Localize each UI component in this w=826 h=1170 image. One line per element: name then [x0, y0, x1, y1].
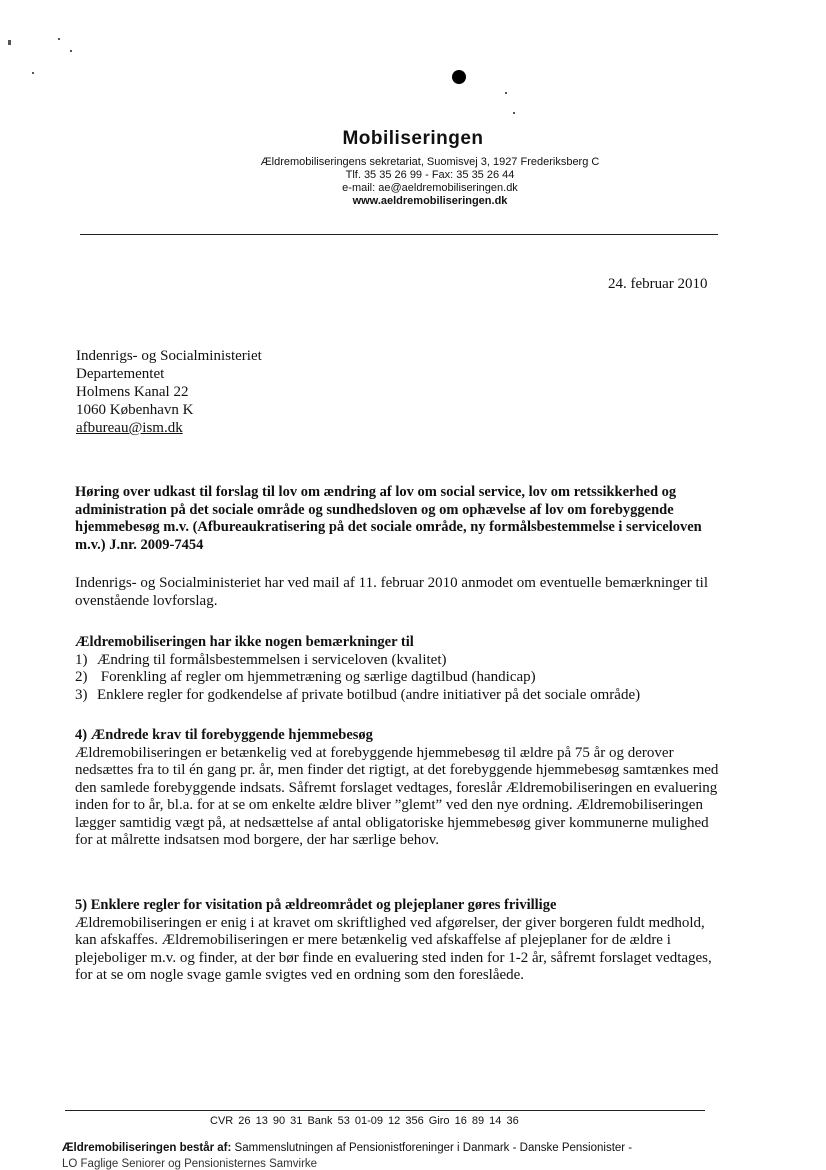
- footer-rule: [65, 1110, 705, 1111]
- list-text: Enklere regler for godkendelse af private botilbud (andre initiativer på det sociale område): [97, 686, 641, 703]
- section-5: [75, 897, 725, 985]
- footer-members: [62, 1142, 632, 1154]
- letterhead-address: Ældremobiliseringens sekretariat, Suomisvej 3, 1927 Frederiksberg C: [260, 156, 600, 168]
- scan-speck: [8, 40, 11, 45]
- recipient-line: Holmens Kanal 22: [76, 384, 189, 400]
- section-5-body: Ældremobiliseringen er enig i at kravet om skriftlighed ved afgørelser, der giver borgeren fuldt medhold, kan afskaffes. Ældremobiliseringen er mere betænkelig ved afskaffelse af plejeplaner for de ældre i plejeboliger m.v. og finder, at der bør finde en evaluering sted inden for 1-2 år, såfremt forslaget vedtages, for at se om nogle svage gamle svigtes ved en ordning som den foreslåede.: [75, 914, 712, 983]
- list-item: [75, 687, 725, 705]
- list-number: 1): [75, 651, 88, 668]
- letterhead-website: www.aeldremobiliseringen.dk: [352, 195, 508, 207]
- letterhead-title: Mobiliseringen: [342, 128, 484, 149]
- scan-speck: [70, 50, 72, 52]
- list-number: 3): [75, 686, 88, 703]
- list-item: [75, 652, 725, 670]
- recipient-email-link[interactable]: afbureau@ism.dk: [76, 420, 183, 436]
- list-item: [75, 669, 725, 687]
- intro-paragraph: Indenrigs- og Socialministeriet har ved mail af 11. februar 2010 anmodet om eventuelle bemærkninger til ovenstående lovforslag.: [75, 575, 709, 609]
- section-4-body: Ældremobiliseringen er betænkelig ved at forebyggende hjemmebesøg til ældre på 75 år og derover nedsættes fra to til én gang pr. år, men finder det rigtigt, at det forebyggende hjemmebesøg samtænkes med den samlede forebyggende indsats. Såfremt forslaget vedtages, foreslår Ældremobiliseringen en evaluering inden for to år, bl.a. for at se om enkelte ældre bliver ”glemt” ved den nye ordning. Ældremobiliseringen lægger samtidig vægt på, at nedsættelse af antal obligatoriske hjemmebesøg giver kommunerne mulighed for at målrette indsatsen mod borgere, der har særlige behov.: [75, 744, 719, 848]
- section-4-heading: 4) Ændrede krav til forebyggende hjemmebesøg: [75, 727, 373, 743]
- recipient-address: [76, 347, 262, 437]
- footer-members-list: Sammenslutningen af Pensionistforeninger i Danmark - Danske Pensionister -: [231, 1142, 633, 1154]
- list-text: Ændring til formålsbestemmelsen i serviceloven (kvalitet): [97, 651, 447, 668]
- footer-members-cutoff: LO Faglige Seniorer og Pensionisternes Samvirke: [62, 1158, 318, 1170]
- footer-members-label: Ældremobiliseringen består af:: [62, 1142, 232, 1154]
- recipient-line: Departementet: [76, 366, 165, 382]
- section-4: [75, 727, 725, 850]
- scan-speck: [505, 92, 507, 94]
- no-remarks-section: [75, 634, 725, 704]
- letter-subject: Høring over udkast til forslag til lov om ændring af lov om social service, lov om retssikkerhed og administration på det sociale område og sundhedsloven og om ophævelse af lov om forebyggende hjemmebesøg m.v. (Afbureaukratisering på det sociale område, ny formålsbestemmelse i serviceloven m.v.) J.nr. 2009-7454: [75, 484, 702, 553]
- scan-speck: [32, 72, 34, 74]
- scan-speck: [513, 112, 515, 114]
- letterhead-email: e-mail: ae@aeldremobiliseringen.dk: [342, 182, 518, 194]
- recipient-line: Indenrigs- og Socialministeriet: [76, 348, 262, 364]
- header-rule: [80, 234, 718, 235]
- list-number: 2): [75, 669, 88, 685]
- scan-speck: [58, 38, 60, 40]
- logo-dot: [452, 70, 466, 84]
- section-5-heading: 5) Enklere regler for visitation på ældreområdet og plejeplaner gøres frivillige: [75, 897, 557, 913]
- letter-date: 24. februar 2010: [608, 276, 708, 292]
- recipient-line: 1060 København K: [76, 402, 194, 418]
- no-remarks-heading: Ældremobiliseringen har ikke nogen bemærkninger til: [75, 634, 414, 650]
- footer-ids: CVR 26 13 90 31 Bank 53 01-09 12 356 Giro 16 89 14 36: [210, 1115, 519, 1127]
- letterhead-phone: Tlf. 35 35 26 99 - Fax: 35 35 26 44: [345, 169, 515, 181]
- list-text: Forenkling af regler om hjemmetræning og særlige dagtilbud (handicap): [100, 669, 536, 685]
